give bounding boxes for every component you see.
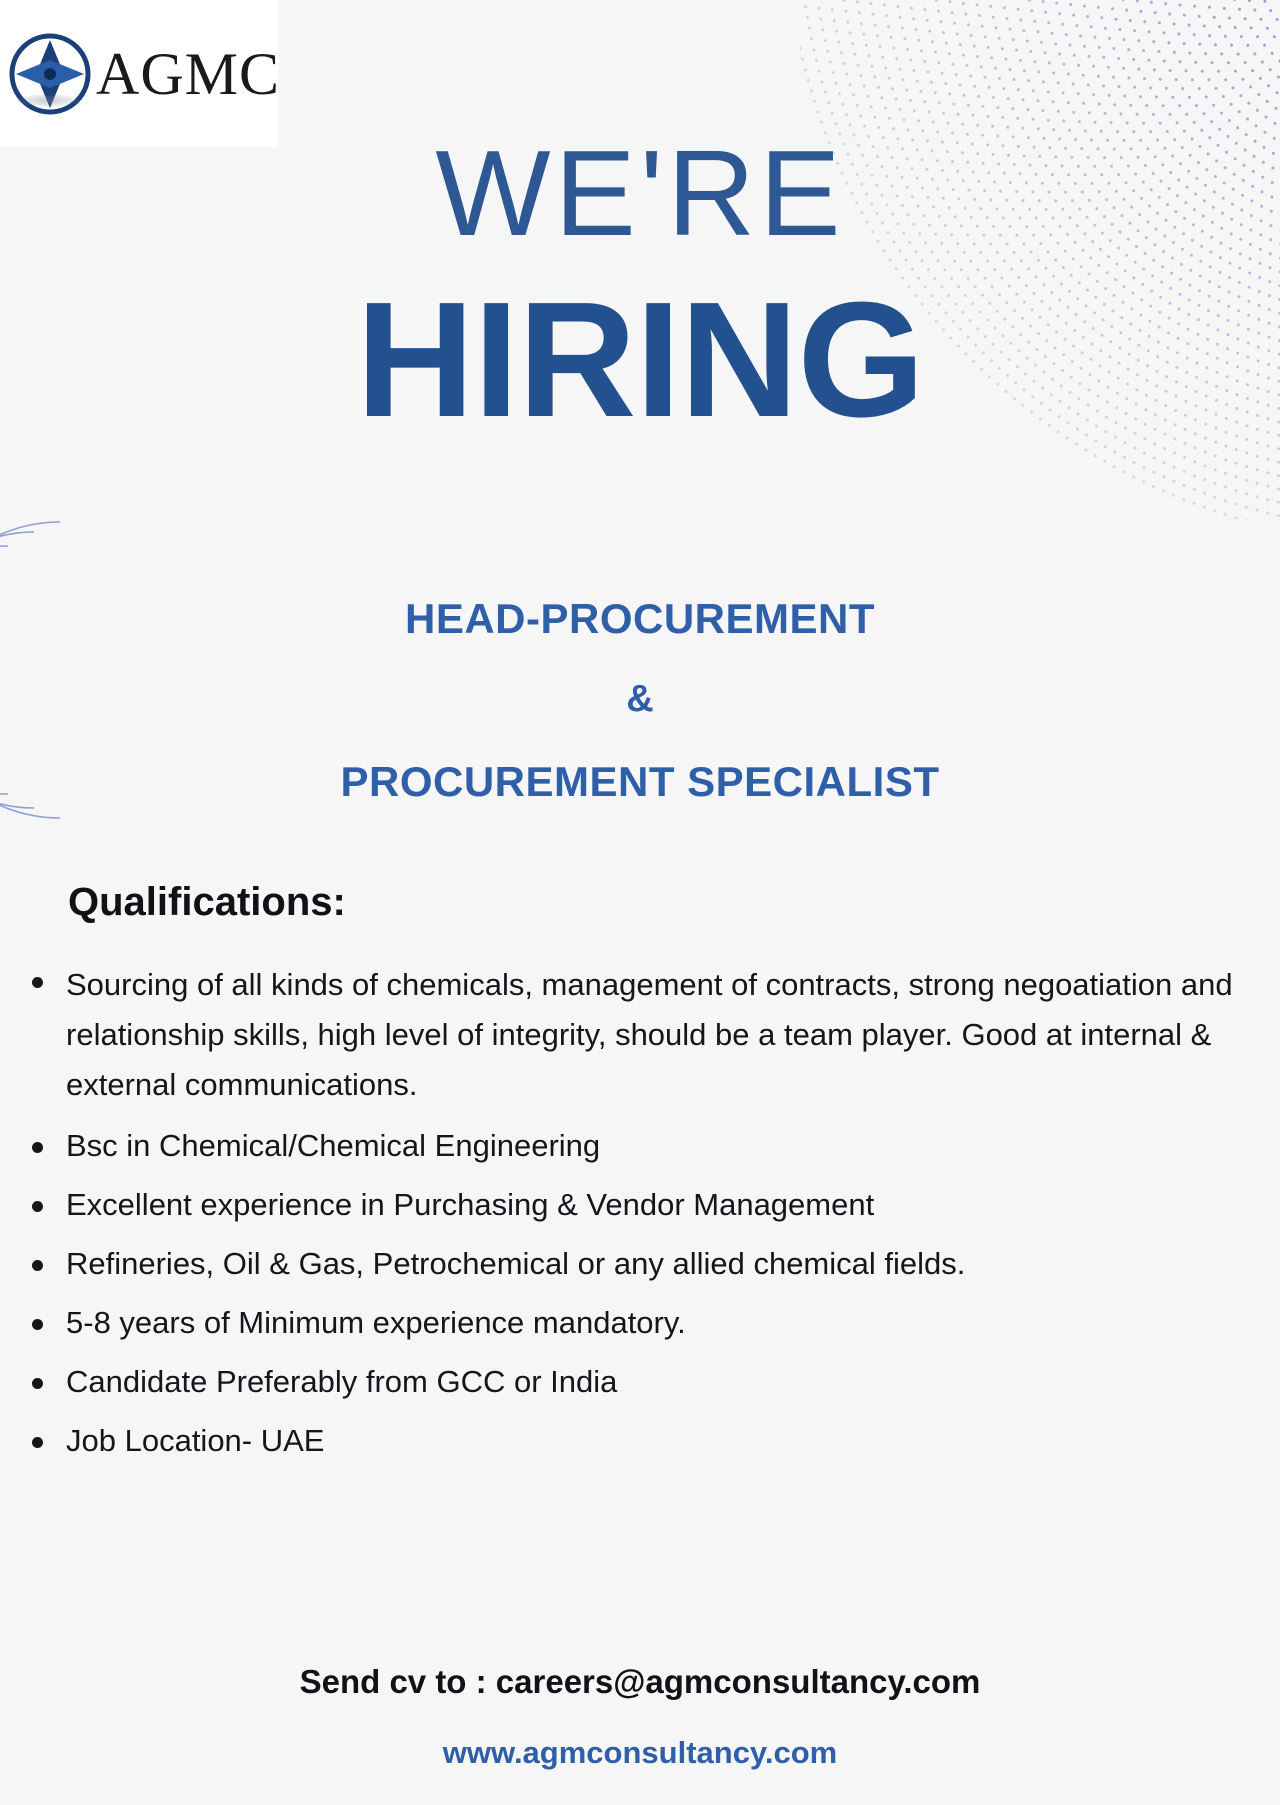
list-item: Excellent experience in Purchasing & Vendor Management <box>18 1184 1268 1226</box>
headline-were: WE'RE <box>435 125 845 261</box>
send-cv-contact: Send cv to : careers@agmconsultancy.com <box>299 1663 981 1700</box>
list-item: Job Location- UAE <box>18 1420 1268 1462</box>
logo-text: AGMC <box>96 40 281 107</box>
list-item: 5-8 years of Minimum experience mandatory. <box>18 1302 1268 1344</box>
list-item: Sourcing of all kinds of chemicals, management of contracts, strong negoatiation and relationship skills, high level of integrity, should be a team player. Good at internal & external communications. <box>18 960 1268 1111</box>
role-title-secondary: PROCUREMENT SPECIALIST <box>340 758 940 805</box>
headline-hiring: HIRING <box>356 268 924 451</box>
role-title-primary: HEAD-PROCUREMENT <box>405 595 875 642</box>
qualifications-list <box>18 960 1268 1480</box>
logo-shadow <box>16 94 80 107</box>
qualifications-heading: Qualifications: <box>68 880 346 924</box>
list-item: Candidate Preferably from GCC or India <box>18 1361 1268 1403</box>
list-item: Refineries, Oil & Gas, Petrochemical or any allied chemical fields. <box>18 1243 1268 1285</box>
list-item: Bsc in Chemical/Chemical Engineering <box>18 1125 1268 1167</box>
website-link[interactable]: www.agmconsultancy.com <box>442 1735 838 1770</box>
role-conjunction: & <box>626 678 654 720</box>
logo <box>0 0 281 147</box>
